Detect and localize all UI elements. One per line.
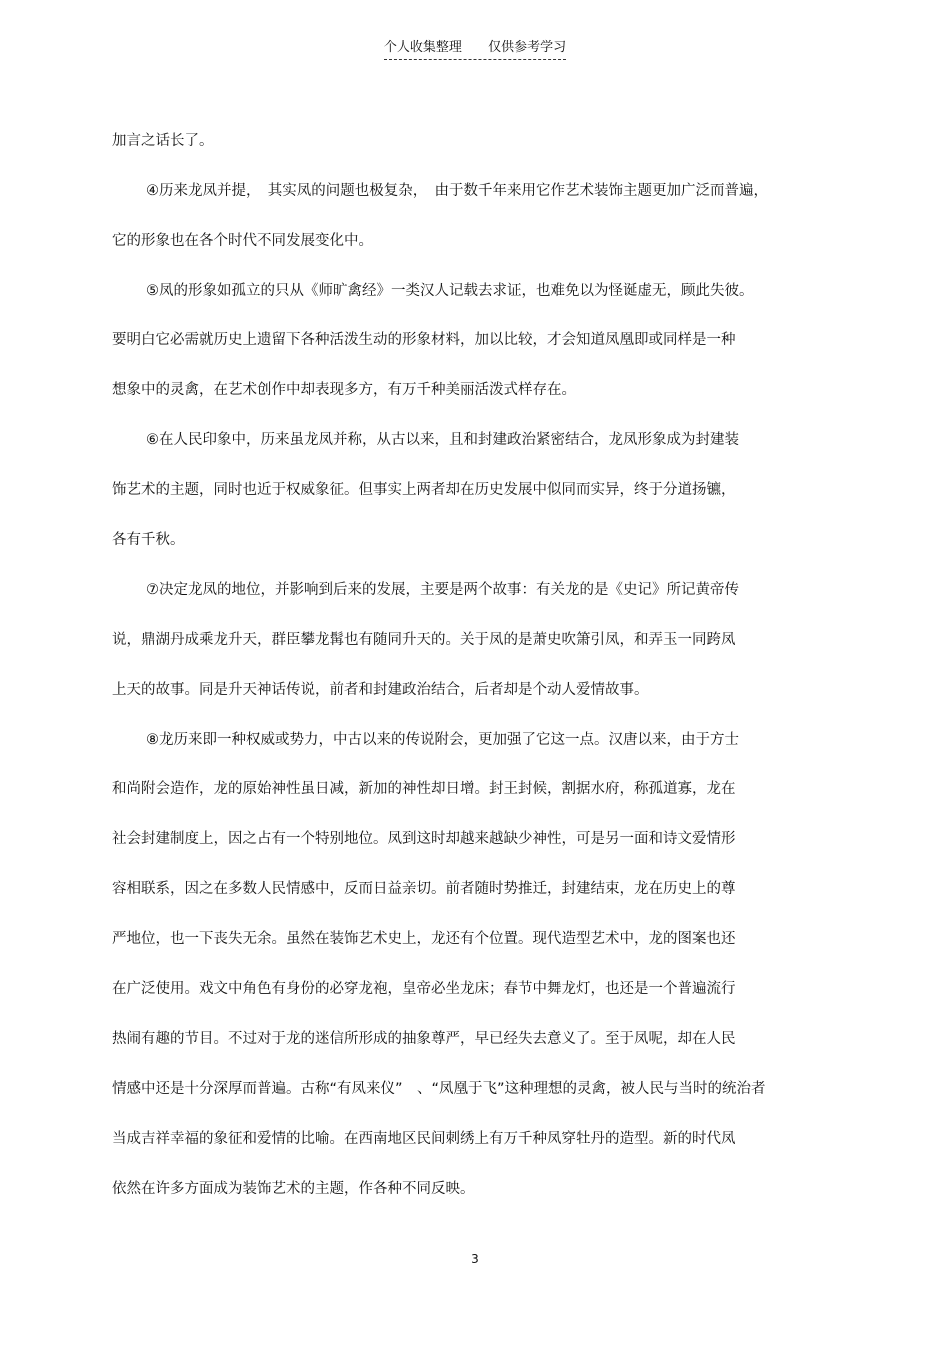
header-right: 仅供参考学习 — [488, 40, 567, 55]
page-header — [0, 40, 950, 60]
paragraph-7-line: ⑦决定龙凤的地位，并影响到后来的发展，主要是两个故事：有关龙的是《史记》所记黄帝传 — [146, 582, 739, 598]
paragraph-6-line: ⑥在人民印象中，历来虽龙凤并称，从古以来，且和封建政治紧密结合，龙凤形象成为封建装 — [146, 432, 739, 448]
text-line: 情感中还是十分深厚而普遍。古称“有凤来仪” 、“凤凰于飞”这种理想的灵禽，被人民与当时的统治者 — [112, 1081, 766, 1097]
page-number: 3 — [471, 1252, 479, 1266]
text-line: 热闹有趣的节目。不过对于龙的迷信所形成的抽象尊严，早已经失去意义了。至于凤呢，却在人民 — [112, 1031, 736, 1047]
header-text — [384, 40, 566, 60]
paragraph-5-line: ⑤凤的形象如孤立的只从《师旷禽经》一类汉人记载去求证，也难免以为怪诞虚无，顾此失彼。 — [146, 283, 754, 299]
text-line: 在广泛使用。戏文中角色有身份的必穿龙袍，皇帝必坐龙床；春节中舞龙灯，也还是一个普遍流行 — [112, 981, 736, 997]
text-line: 加言之话长了。 — [112, 133, 214, 149]
text-line: 它的形象也在各个时代不同发展变化中。 — [112, 233, 373, 249]
text-line: 和尚附会造作，龙的原始神性虽日减，新加的神性却日增。封王封候，割据水府，称孤道寡，龙在 — [112, 781, 736, 797]
text-line: 依然在许多方面成为装饰艺术的主题，作各种不同反映。 — [112, 1181, 475, 1197]
text-line: 说，鼎湖丹成乘龙升天，群臣攀龙髯也有随同升天的。关于凤的是萧史吹箫引凤，和弄玉一同跨凤 — [112, 632, 736, 648]
text-line: 饰艺术的主题，同时也近于权威象征。但事实上两者却在历史发展中似同而实异，终于分道扬镳， — [112, 482, 736, 498]
text-line: 要明白它必需就历史上遗留下各种活泼生动的形象材料，加以比较，才会知道凤凰即或同样是一种 — [112, 332, 736, 348]
header-left: 个人收集整理 — [383, 40, 462, 55]
text-line: 各有千秋。 — [112, 532, 185, 548]
text-line: 容相联系，因之在多数人民情感中，反而日益亲切。前者随时势推迁，封建结束，龙在历史上的尊 — [112, 881, 736, 897]
text-line: 上天的故事。同是升天神话传说，前者和封建政治结合，后者却是个动人爱情故事。 — [112, 682, 649, 698]
text-line: 严地位，也一下丧失无余。虽然在装饰艺术史上，龙还有个位置。现代造型艺术中，龙的图案也还 — [112, 931, 736, 947]
text-line: 想象中的灵禽，在艺术创作中却表现多方，有万千种美丽活泼式样存在。 — [112, 382, 576, 398]
text-line: 当成吉祥幸福的象征和爱情的比喻。在西南地区民间刺绣上有万千种凤穿牡丹的造型。新的时代凤 — [112, 1131, 736, 1147]
paragraph-4-line: ④历来龙凤并提， 其实凤的问题也极复杂， 由于数千年来用它作艺术装饰主题更加广泛而普遍， — [146, 183, 768, 199]
paragraph-8-line: ⑧龙历来即一种权威或势力，中古以来的传说附会，更加强了它这一点。汉唐以来，由于方士 — [146, 732, 739, 748]
text-line: 社会封建制度上，因之占有一个特别地位。凤到这时却越来越缺少神性，可是另一面和诗文爱情形 — [112, 831, 736, 847]
